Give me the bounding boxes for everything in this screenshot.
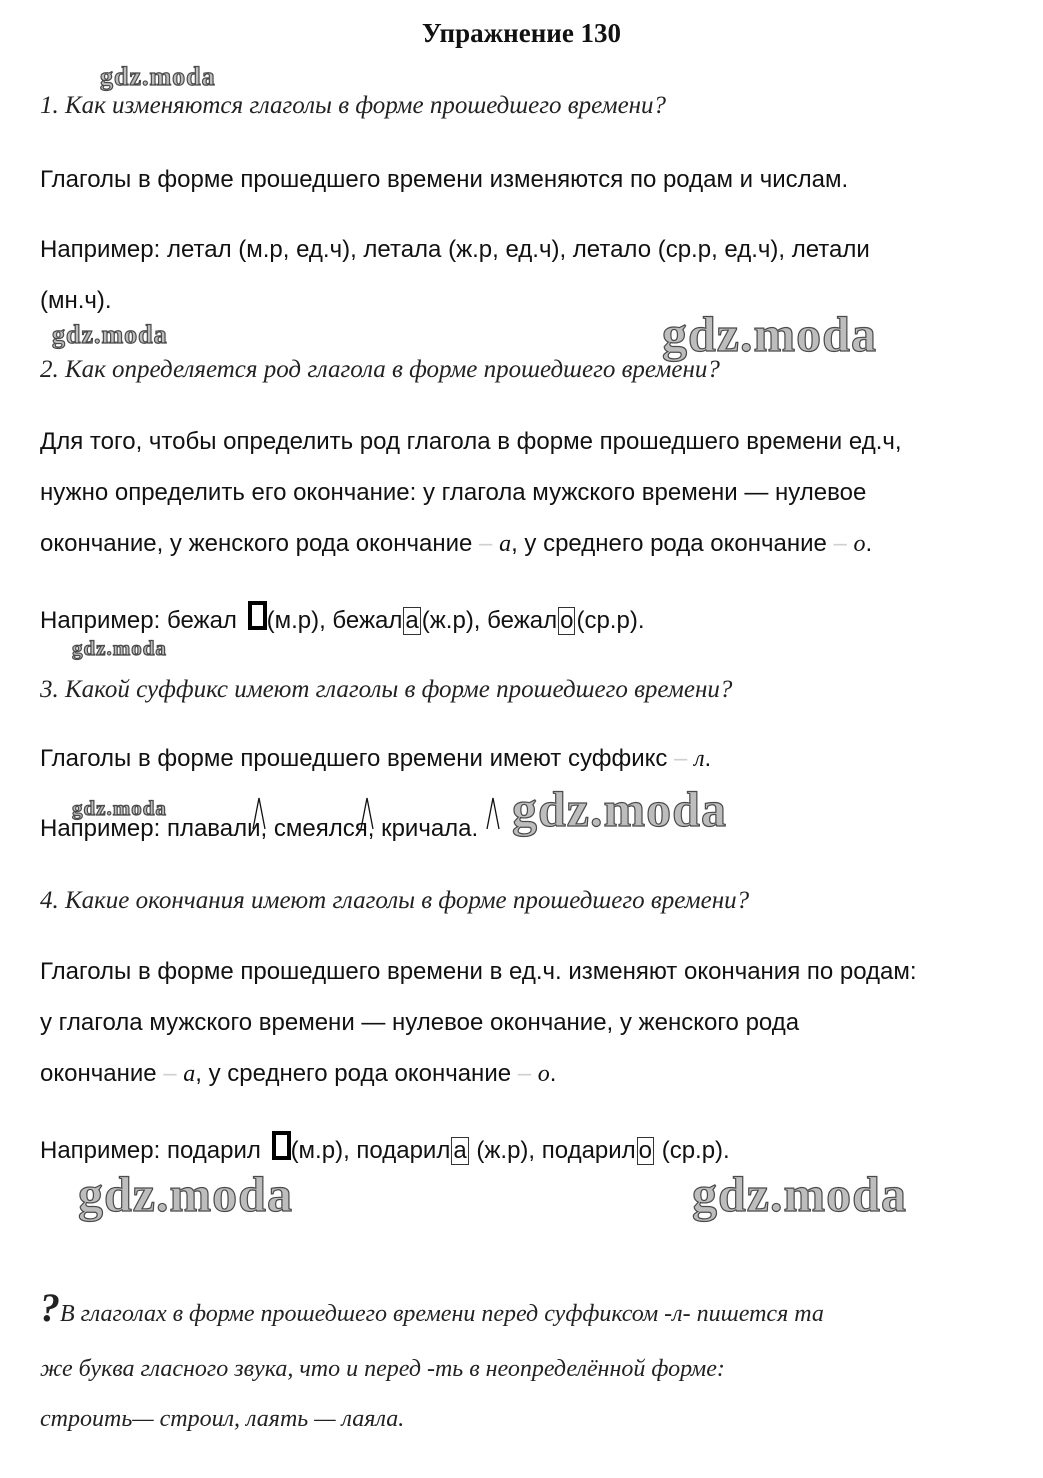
question-3: 3. Какой суффикс имеют глаголы в форме прошедшего времени?	[40, 676, 733, 703]
suffix-mark-icon	[252, 796, 266, 830]
example-2: Например: бежал (м.р), бежал а (ж.р), бежал о (ср.р).	[40, 601, 644, 635]
answer-4-line2: у глагола мужского времени — нулевое окончание, у женского рода	[40, 1009, 800, 1036]
answer-2-line1: Для того, чтобы определить род глагола в форме прошедшего времени ед.ч,	[40, 428, 902, 455]
null-ending-box	[248, 601, 267, 630]
question-2: 2. Как определяется род глагола в форме прошедшего времени?	[40, 356, 720, 383]
ending-box: а	[453, 1137, 467, 1164]
watermark: gdz.moda	[72, 636, 167, 660]
example-3: Например: плавали, смеялся, кричала.	[40, 815, 479, 842]
suffix-mark-icon	[486, 796, 500, 830]
ending-box: а	[405, 607, 419, 634]
ending-box: о	[560, 607, 574, 634]
question-mark-icon: ?	[40, 1285, 60, 1330]
watermark: gdz.moda	[52, 320, 168, 349]
ending-box: о	[638, 1137, 653, 1164]
answer-2-line2: нужно определить его окончание: у глагола мужского времени — нулевое	[40, 479, 867, 506]
example-1-line2: (мн.ч).	[40, 287, 112, 314]
answer-1: Глаголы в форме прошедшего времени изменяются по родам и числам.	[40, 166, 849, 193]
watermark: gdz.moda	[662, 306, 877, 362]
ending-o: о	[853, 531, 866, 557]
page-title: Упражнение 130	[421, 18, 622, 48]
ending-a: а	[499, 531, 512, 557]
watermark: gdz.moda	[100, 62, 216, 91]
question-1: 1. Как изменяются глаголы в форме прошедшего времени?	[40, 92, 667, 119]
ending-a: а	[183, 1061, 196, 1087]
watermark: gdz.moda	[72, 796, 167, 820]
answer-4-line1: Глаголы в форме прошедшего времени в ед.ч. изменяют окончания по родам:	[40, 958, 917, 985]
answer-2-line3: окончание, у женского рода окончание – а, у среднего рода окончание – о.	[40, 530, 873, 557]
answer-4-line3: окончание – а, у среднего рода окончание – о.	[40, 1060, 557, 1087]
question-4: 4. Какие окончания имеют глаголы в форме прошедшего времени?	[40, 887, 750, 914]
watermark: gdz.moda	[692, 1166, 907, 1222]
note-line1: ?В глаголах в форме прошедшего времени перед суффиксом -л- пишется та	[40, 1285, 824, 1330]
answer-3: Глаголы в форме прошедшего времени имеют суффикс – л.	[40, 745, 712, 772]
example-4: Например: подарил (м.р), подарил а (ж.р), подарил о (ср.р).	[40, 1131, 730, 1165]
suffix-mark-icon	[360, 796, 374, 830]
suffix-l: л	[694, 746, 705, 772]
ending-o: о	[537, 1061, 550, 1087]
example-1-line1: Например: летал (м.р, ед.ч), летала (ж.р, ед.ч), летало (ср.р, ед.ч), летали	[40, 236, 870, 263]
null-ending-box	[272, 1131, 291, 1160]
watermark: gdz.moda	[78, 1166, 293, 1222]
watermark: gdz.moda	[512, 781, 727, 837]
note-line2: же буква гласного звука, что и перед -ть в неопределённой форме:	[40, 1356, 725, 1382]
note-line3: строить— строил, лаять — лаяла.	[40, 1406, 405, 1432]
